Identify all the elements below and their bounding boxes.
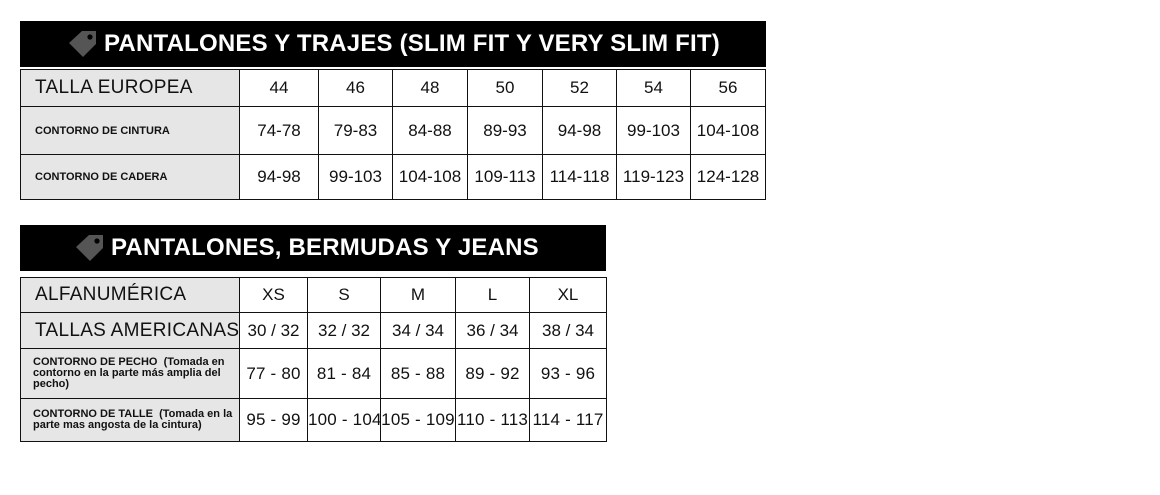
row-label: CONTORNO DE CADERA <box>21 155 240 200</box>
table-row <box>21 278 607 313</box>
value-cell: 114 - 117 <box>530 399 607 442</box>
size-cell: M <box>381 278 456 313</box>
value-cell: 93 - 96 <box>530 349 607 399</box>
row-label <box>21 349 240 399</box>
row-label: CONTORNO DE CINTURA <box>21 107 240 155</box>
row-label: TALLAS AMERICANAS <box>21 313 240 349</box>
value-cell: 124-128 <box>691 155 766 200</box>
value-cell: 38 / 34 <box>530 313 607 349</box>
value-cell: 119-123 <box>617 155 691 200</box>
value-cell: 105 - 109 <box>381 399 456 442</box>
table-row <box>21 349 607 399</box>
value-cell: 74-78 <box>240 107 319 155</box>
section-title: PANTALONES, BERMUDAS Y JEANS <box>111 234 539 261</box>
size-cell: 54 <box>617 70 691 107</box>
value-cell: 30 / 32 <box>240 313 308 349</box>
size-chart-pants-jeans <box>20 225 606 442</box>
value-cell: 85 - 88 <box>381 349 456 399</box>
value-cell: 32 / 32 <box>308 313 381 349</box>
value-cell: 77 - 80 <box>240 349 308 399</box>
value-cell: 34 / 34 <box>381 313 456 349</box>
size-table <box>20 277 607 442</box>
size-cell: S <box>308 278 381 313</box>
size-cell: XL <box>530 278 607 313</box>
table-row <box>21 70 766 107</box>
size-chart-slim-fit <box>20 21 766 200</box>
value-cell: 104-108 <box>691 107 766 155</box>
value-cell: 81 - 84 <box>308 349 381 399</box>
value-cell: 36 / 34 <box>456 313 530 349</box>
section-header <box>20 225 606 271</box>
row-label: ALFANUMÉRICA <box>21 278 240 313</box>
value-cell: 94-98 <box>240 155 319 200</box>
size-cell: L <box>456 278 530 313</box>
row-label <box>21 399 240 442</box>
row-label: TALLA EUROPEA <box>21 70 240 107</box>
size-cell: 48 <box>393 70 468 107</box>
value-cell: 110 - 113 <box>456 399 530 442</box>
size-cell: XS <box>240 278 308 313</box>
size-table <box>20 69 766 200</box>
value-cell: 95 - 99 <box>240 399 308 442</box>
row-label-note: (Tomada en la parte mas angosta de la cintura) <box>33 408 233 431</box>
section-title: PANTALONES Y TRAJES (SLIM FIT Y VERY SLIM FIT) <box>104 30 720 57</box>
size-cell: 52 <box>543 70 617 107</box>
value-cell: 99-103 <box>617 107 691 155</box>
tag-icon <box>73 233 107 263</box>
row-label-title: CONTORNO DE TALLE <box>33 408 153 420</box>
size-cell: 50 <box>468 70 543 107</box>
value-cell: 109-113 <box>468 155 543 200</box>
table-row <box>21 313 607 349</box>
value-cell: 104-108 <box>393 155 468 200</box>
size-cell: 56 <box>691 70 766 107</box>
table-row <box>21 155 766 200</box>
row-label-note: (Tomada en contorno en la parte más amplia del pecho) <box>33 356 225 390</box>
size-cell: 46 <box>319 70 393 107</box>
size-cell: 44 <box>240 70 319 107</box>
value-cell: 100 - 104 <box>308 399 381 442</box>
value-cell: 79-83 <box>319 107 393 155</box>
row-label-title: CONTORNO DE PECHO <box>33 356 158 368</box>
value-cell: 94-98 <box>543 107 617 155</box>
value-cell: 84-88 <box>393 107 468 155</box>
value-cell: 114-118 <box>543 155 617 200</box>
tag-icon <box>66 29 100 59</box>
value-cell: 89 - 92 <box>456 349 530 399</box>
value-cell: 99-103 <box>319 155 393 200</box>
table-row <box>21 399 607 442</box>
value-cell: 89-93 <box>468 107 543 155</box>
table-row <box>21 107 766 155</box>
section-header <box>20 21 766 67</box>
